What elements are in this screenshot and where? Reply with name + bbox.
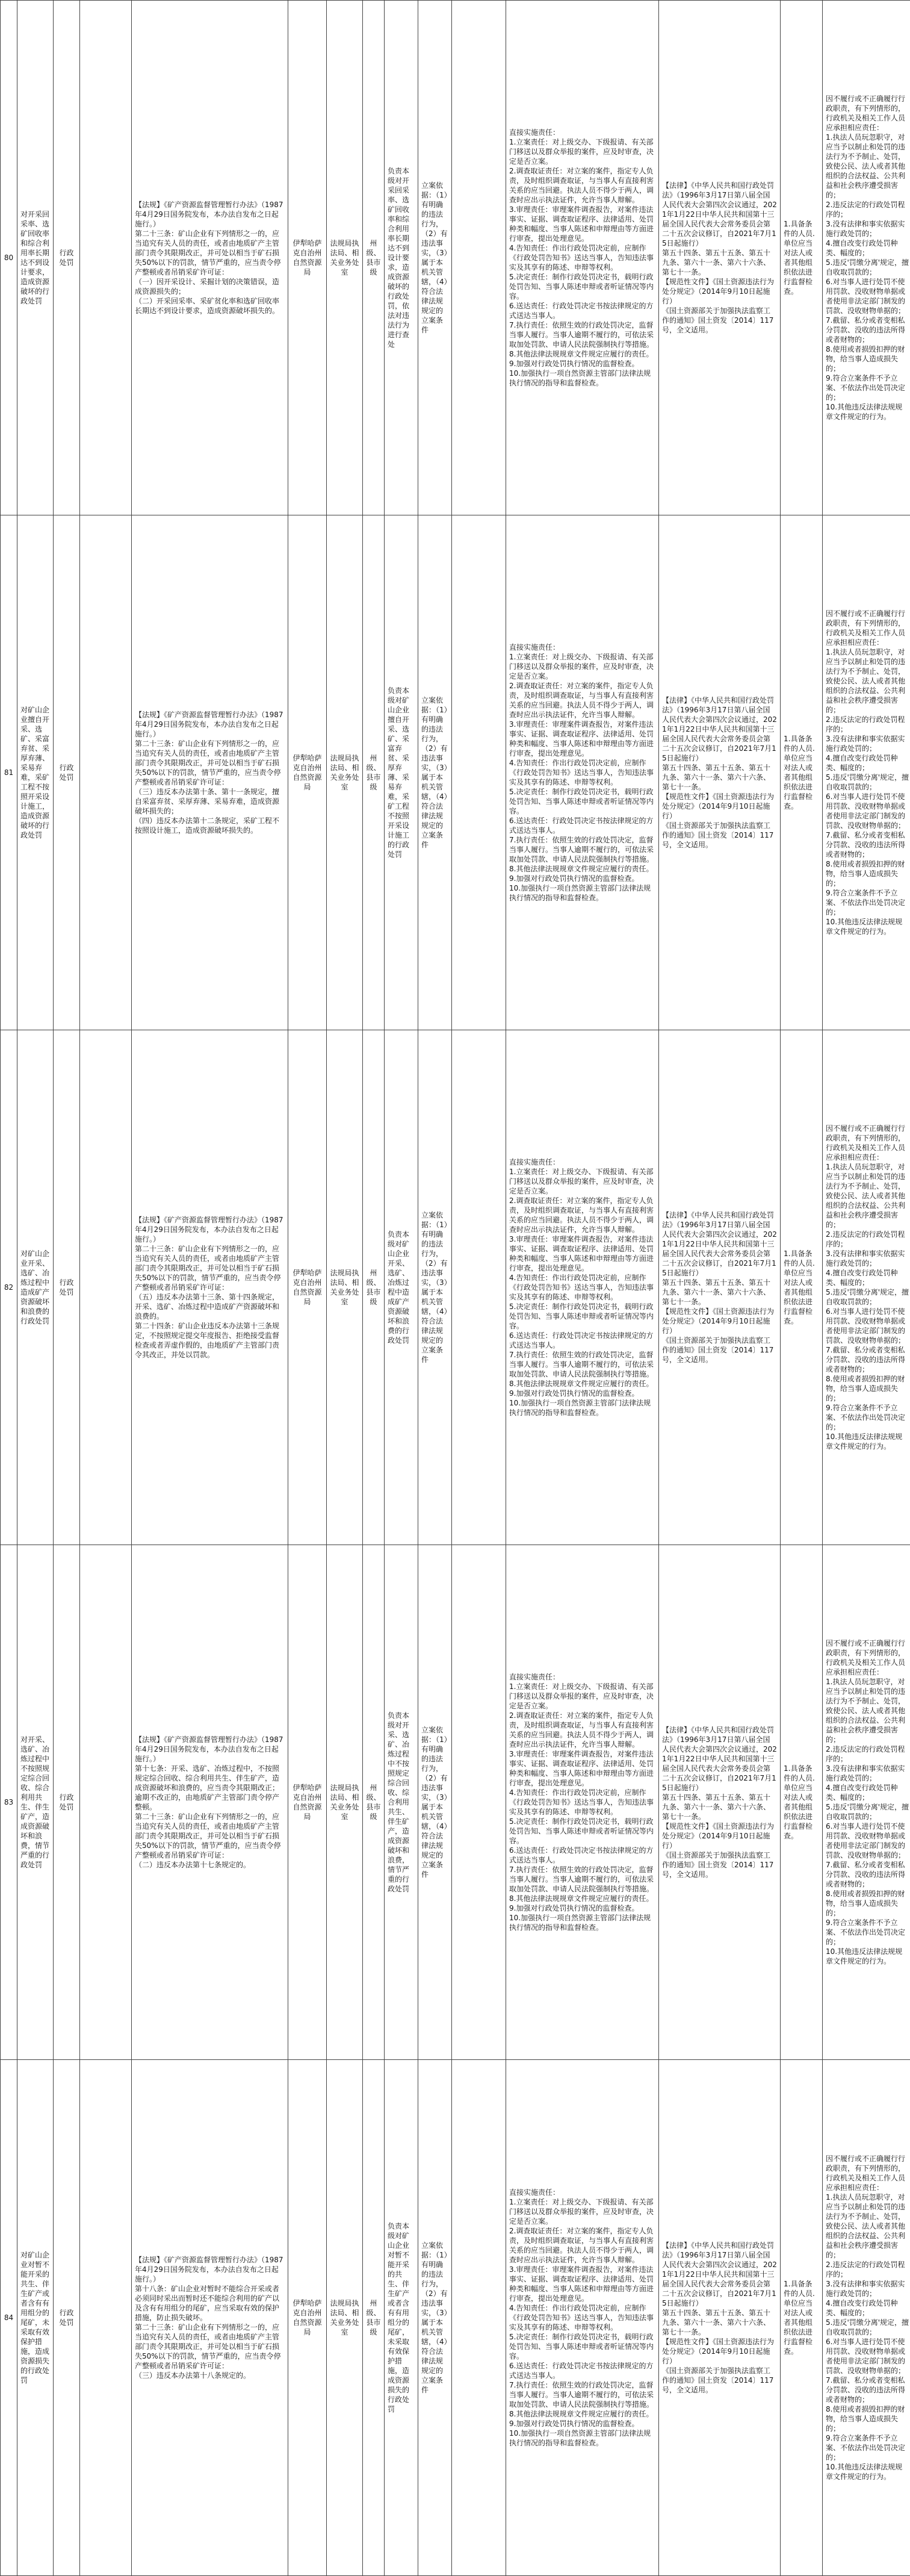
accountability-basis: 【法律】《中华人民共和国行政处罚法》（1996年3月17日第八届全国人民代表大会第四次会议通过，2021年1月22日中华人民共和国第十三届全国人民代表大会常务委员会第二十五次会议修订，自2021年7月15日起施行） 第五十四条、第五十五条、第五十九条、第六十一条、第六十六条、第七十一条。 【规范性文件】《国土资源违法行为处分规定》（2014年9月10日起施行） 《国土资源部关于加强执法监察工作的通知》国土资发〔2014〕117号，全文适用。 — [659, 2060, 781, 2576]
other-items: 1.具备条件的人员.单位应当对法人或者其他组织依法进行监督检查。 — [781, 515, 823, 1030]
spacer-cell — [452, 2060, 506, 2576]
item-name: 对矿山企业擅自开采、选矿、采富弃贫、采厚弃薄、采易弃难，采矿工程不按照开采设计施工，造成资源破坏的行政处罚 — [17, 515, 54, 1030]
duty-basis: 立案依据：（1）有明确的违法行为，（2）有违法事实，（3）属于本机关管辖，（4）符合法律法规规定的立案条件 — [418, 515, 452, 1030]
spacer-cell — [80, 1, 132, 515]
table-row — [1, 2060, 910, 2576]
item-name: 对开采回采率、选矿回收率和综合利用率长期达不到设计要求，造成资源破坏的行政处罚 — [17, 1, 54, 515]
spacer-cell — [452, 1545, 506, 2060]
duty-basis: 立案依据：（1）有明确的违法行为，（2）有违法事实，（3）属于本机关管辖，（4）符合法律法规规定的立案条件 — [418, 1030, 452, 1545]
responsible-division: 法规局执法局、相关业务处室 — [327, 1, 363, 515]
item-name: 对矿山企业开采、选矿、冶炼过程中造成矿产资源破坏和浪费的行政处罚 — [17, 1030, 54, 1545]
responsible-division: 法规局执法局、相关业务处室 — [327, 1545, 363, 2060]
other-items: 1.具备条件的人员.单位应当对法人或者其他组织依法进行监督检查。 — [781, 2060, 823, 2576]
duty-basis: 立案依据：（1）有明确的违法行为，（2）有违法事实，（3）属于本机关管辖，（4）符合法律法规规定的立案条件 — [418, 2060, 452, 2576]
duty-content: 负责本级对矿山企业对暂不能开采的共生、伴生矿产或者含有有用组分的尾矿，未采取有效保护措施，造成资源损失的行政处罚 — [385, 2060, 418, 2576]
spacer-cell — [452, 1030, 506, 1545]
row-number: 82 — [1, 1030, 17, 1545]
table-row — [1, 515, 910, 1030]
item-name: 对矿山企业对暂不能开采的共生、伴生矿产或者含有有用组分的尾矿，未采取有效保护措施，造成资源损失的行政处罚 — [17, 2060, 54, 2576]
item-type: 行政处罚 — [54, 2060, 80, 2576]
admin-level: 州级、县市级 — [363, 1, 385, 515]
row-number: 81 — [1, 515, 17, 1030]
accountability-basis: 【法律】《中华人民共和国行政处罚法》（1996年3月17日第八届全国人民代表大会第四次会议通过，2021年1月22日中华人民共和国第十三届全国人民代表大会常务委员会第二十五次会议修订，自2021年7月15日起施行） 第五十四条、第五十五条、第五十九条、第六十一条、第六十六条、第七十一条。 【规范性文件】《国土资源违法行为处分规定》（2014年9月10日起施行） 《国土资源部关于加强执法监察工作的通知》国土资发〔2014〕117号，全文适用。 — [659, 1030, 781, 1545]
row-number: 83 — [1, 1545, 17, 2060]
accountability-basis: 【法律】《中华人民共和国行政处罚法》（1996年3月17日第八届全国人民代表大会第四次会议通过，2021年1月22日中华人民共和国第十三届全国人民代表大会常务委员会第二十五次会议修订，自2021年7月15日起施行） 第五十四条、第五十五条、第五十九条、第六十一条、第六十六条、第七十一条。 【规范性文件】《国土资源违法行为处分规定》（2014年9月10日起施行） 《国土资源部关于加强执法监察工作的通知》国土资发〔2014〕117号，全文适用。 — [659, 515, 781, 1030]
accountability-situations: 因不履行或不正确履行行政职责，有下列情形的，行政机关及相关工作人员应承担相应责任： 1.执法人员玩忽职守，对应当予以制止和处罚的违法行为不予制止、处罚，致使公民、法人或者其他组织的合法权益、公共利益和社会秩序遭受损害的； 2.违反法定的行政处罚程序的； 3.没有法律和事实依据实施行政处罚的； 4.擅自改变行政处罚种类、幅度的； 5.违反'罚缴分离'规定，擅自收取罚款的； 6.对当事人进行处罚不使用罚款、没收财物单据或者使用非法定部门制发的罚款、没收财物单据的； 7.截留、私分或者变相私分罚款、没收的违法所得或者财物的； 8.使用或者损毁扣押的财物，给当事人造成损失的； 9.符合立案条件不予立案、不依法作出处罚决定的； 10.其他违反法律法规规章文件规定的行为。 — [823, 1030, 910, 1545]
duty-process: 直接实施责任： 1.立案责任：对上级交办、下级报请、有关部门移送以及群众举报的案件，应及时审查，决定是否立案。 2.调查取证责任：对立案的案件，指定专人负责，及时组织调查取证，与当事人有直接利害关系的应当回避。执法人员不得少于两人，调查时应出示执法证件，允许当事人辩解。 3.审理责任：审理案件调查报告，对案件违法事实、证据、调查取证程序、法律适用、处罚种类和幅度、当事人陈述和申辩理由等方面进行审查，提出处理意见。 4.告知责任：作出行政处罚决定前，应制作《行政处罚告知书》送达当事人，告知违法事实及其享有的陈述、申辩等权利。 5.决定责任：制作行政处罚决定书，载明行政处罚告知、当事人陈述申辩或者听证情况等内容。 6.送达责任：行政处罚决定书按法律规定的方式送达当事人。 7.执行责任：依照生效的行政处罚决定，监督当事人履行。当事人逾期不履行的，可依法采取加处罚款、申请人民法院强制执行等措施。 8.其他法律法规规章文件规定应履行的责任。 9.加强对行政处罚执行情况的监督检查。 10.加强执行一项自然资源主管部门法律法规执行情况的指导和监督检查。 — [506, 515, 659, 1030]
responsible-division: 法规局执法局、相关业务处室 — [327, 2060, 363, 2576]
legal-basis: 【法规】《矿产资源监督管理暂行办法》（1987年4月29日国务院发布，本办法自发布之日起施行。） 第二十三条：矿山企业有下列情形之一的，应当追究有关人员的责任，或者由地质矿产主管部门责令其限期改正，并可处以相当于矿石损失50%以下的罚款，情节严重的，应当责令停产整顿或者吊销采矿许可证： （五）违反本办法第十三条、第十四条规定，开采、选矿、冶炼过程中造成矿产资源破坏和浪费的。 第二十四条：矿山企业违反本办法第十三条规定，不按照规定提交年度报告、拒绝接受监督检查或者弄虚作假的，由地质矿产主管部门责令其改正，并处以罚款。 — [132, 1030, 288, 1545]
other-items: 1.具备条件的人员.单位应当对法人或者其他组织依法进行监督检查。 — [781, 1030, 823, 1545]
legal-basis: 【法规】《矿产资源监督管理暂行办法》（1987年4月29日国务院发布，本办法自发布之日起施行。） 第二十三条：矿山企业有下列情形之一的，应当追究有关人员的责任，或者由地质矿产主管部门责令其限期改正，并可处以相当于矿石损失50%以下的罚款，情节严重的，应当责令停产整顿或者吊销采矿许可证： （三）违反本办法第十条、第十一条规定，擅自采富弃贫、采厚弃薄、采易弃难，造成资源破坏损失的； （四）违反本办法第十二条规定，采矿工程不按照设计施工，造成资源破坏损失的。 — [132, 515, 288, 1030]
legal-basis: 【法规】《矿产资源监督管理暂行办法》（1987年4月29日国务院发布，本办法自发布之日起施行。） 第十七条：开采、选矿、冶炼过程中，不按照规定综合回收、综合利用共生、伴生矿产，造成资源破坏和浪费的，应当责令其限期改正；逾期不改正的，由地质矿产主管部门责令停产整顿。 第二十三条：矿山企业有下列情形之一的，应当追究有关人员的责任，或者由地质矿产主管部门责令其限期改正，并可处以相当于矿石损失50%以下的罚款，情节严重的，应当责令停产整顿或者吊销采矿许可证： （二）违反本办法第十七条规定的。 — [132, 1545, 288, 2060]
responsible-division: 法规局执法局、相关业务处室 — [327, 1030, 363, 1545]
duty-basis: 立案依据：（1）有明确的违法行为，（2）有违法事实，（3）属于本机关管辖，（4）符合法律法规规定的立案条件 — [418, 1, 452, 515]
accountability-situations: 因不履行或不正确履行行政职责，有下列情形的，行政机关及相关工作人员应承担相应责任： 1.执法人员玩忽职守，对应当予以制止和处罚的违法行为不予制止、处罚，致使公民、法人或者其他组织的合法权益、公共利益和社会秩序遭受损害的； 2.违反法定的行政处罚程序的； 3.没有法律和事实依据实施行政处罚的； 4.擅自改变行政处罚种类、幅度的； 5.违反'罚缴分离'规定，擅自收取罚款的； 6.对当事人进行处罚不使用罚款、没收财物单据或者使用非法定部门制发的罚款、没收财物单据的； 7.截留、私分或者变相私分罚款、没收的违法所得或者财物的； 8.使用或者损毁扣押的财物，给当事人造成损失的； 9.符合立案条件不予立案、不依法作出处罚决定的； 10.其他违反法律法规规章文件规定的行为。 — [823, 515, 910, 1030]
row-number: 84 — [1, 2060, 17, 2576]
table-row — [1, 1545, 910, 2060]
accountability-situations: 因不履行或不正确履行行政职责，有下列情形的，行政机关及相关工作人员应承担相应责任： 1.执法人员玩忽职守，对应当予以制止和处罚的违法行为不予制止、处罚，致使公民、法人或者其他组织的合法权益、公共利益和社会秩序遭受损害的； 2.违反法定的行政处罚程序的； 3.没有法律和事实依据实施行政处罚的； 4.擅自改变行政处罚种类、幅度的； 5.违反'罚缴分离'规定，擅自收取罚款的； 6.对当事人进行处罚不使用罚款、没收财物单据或者使用非法定部门制发的罚款、没收财物单据的； 7.截留、私分或者变相私分罚款、没收的违法所得或者财物的； 8.使用或者损毁扣押的财物，给当事人造成损失的； 9.符合立案条件不予立案、不依法作出处罚决定的； 10.其他违反法律法规规章文件规定的行为。 — [823, 1545, 910, 2060]
item-type: 行政处罚 — [54, 515, 80, 1030]
row-number: 80 — [1, 1, 17, 515]
accountability-situations: 因不履行或不正确履行行政职责，有下列情形的，行政机关及相关工作人员应承担相应责任： 1.执法人员玩忽职守，对应当予以制止和处罚的违法行为不予制止、处罚，致使公民、法人或者其他组织的合法权益、公共利益和社会秩序遭受损害的； 2.违反法定的行政处罚程序的； 3.没有法律和事实依据实施行政处罚的； 4.擅自改变行政处罚种类、幅度的； 5.违反'罚缴分离'规定，擅自收取罚款的； 6.对当事人进行处罚不使用罚款、没收财物单据或者使用非法定部门制发的罚款、没收财物单据的； 7.截留、私分或者变相私分罚款、没收的违法所得或者财物的； 8.使用或者损毁扣押的财物，给当事人造成损失的； 9.符合立案条件不予立案、不依法作出处罚决定的； 10.其他违反法律法规规章文件规定的行为。 — [823, 2060, 910, 2576]
duty-process: 直接实施责任： 1.立案责任：对上级交办、下级报请、有关部门移送以及群众举报的案件，应及时审查，决定是否立案。 2.调查取证责任：对立案的案件，指定专人负责，及时组织调查取证，与当事人有直接利害关系的应当回避。执法人员不得少于两人，调查时应出示执法证件，允许当事人辩解。 3.审理责任：审理案件调查报告，对案件违法事实、证据、调查取证程序、法律适用、处罚种类和幅度、当事人陈述和申辩理由等方面进行审查，提出处理意见。 4.告知责任：作出行政处罚决定前，应制作《行政处罚告知书》送达当事人，告知违法事实及其享有的陈述、申辩等权利。 5.决定责任：制作行政处罚决定书，载明行政处罚告知、当事人陈述申辩或者听证情况等内容。 6.送达责任：行政处罚决定书按法律规定的方式送达当事人。 7.执行责任：依照生效的行政处罚决定，监督当事人履行。当事人逾期不履行的，可依法采取加处罚款、申请人民法院强制执行等措施。 8.其他法律法规规章文件规定应履行的责任。 9.加强对行政处罚执行情况的监督检查。 10.加强执行一项自然资源主管部门法律法规执行情况的指导和监督检查。 — [506, 1545, 659, 2060]
legal-basis: 【法规】《矿产资源监督管理暂行办法》（1987年4月29日国务院发布，本办法自发布之日起施行。） 第十八条：矿山企业对暂时不能综合开采或者必须同时采出而暂时还不能综合利用的矿产以及含有有用组分的尾矿，应当采取有效的保护措施，防止损失破坏。 第二十三条：矿山企业有下列情形之一的，应当追究有关人员的责任，或者由地质矿产主管部门责令其限期改正，并可处以相当于矿石损失50%以下的罚款，情节严重的，应当责令停产整顿或者吊销采矿许可证： （三）违反本办法第十八条规定的。 — [132, 2060, 288, 2576]
implementing-subject: 伊犁哈萨克自治州自然资源局 — [288, 515, 327, 1030]
responsible-division: 法规局执法局、相关业务处室 — [327, 515, 363, 1030]
implementing-subject: 伊犁哈萨克自治州自然资源局 — [288, 1545, 327, 2060]
duty-process: 直接实施责任： 1.立案责任：对上级交办、下级报请、有关部门移送以及群众举报的案件，应及时审查，决定是否立案。 2.调查取证责任：对立案的案件，指定专人负责，及时组织调查取证，与当事人有直接利害关系的应当回避。执法人员不得少于两人，调查时应出示执法证件，允许当事人辩解。 3.审理责任：审理案件调查报告，对案件违法事实、证据、调查取证程序、法律适用、处罚种类和幅度、当事人陈述和申辩理由等方面进行审查，提出处理意见。 4.告知责任：作出行政处罚决定前，应制作《行政处罚告知书》送达当事人，告知违法事实及其享有的陈述、申辩等权利。 5.决定责任：制作行政处罚决定书，载明行政处罚告知、当事人陈述申辩或者听证情况等内容。 6.送达责任：行政处罚决定书按法律规定的方式送达当事人。 7.执行责任：依照生效的行政处罚决定，监督当事人履行。当事人逾期不履行的，可依法采取加处罚款、申请人民法院强制执行等措施。 8.其他法律法规规章文件规定应履行的责任。 9.加强对行政处罚执行情况的监督检查。 10.加强执行一项自然资源主管部门法律法规执行情况的指导和监督检查。 — [506, 1, 659, 515]
duty-content: 负责本级对矿山企业开采、选矿、冶炼过程中造成矿产资源破坏和浪费的行政处罚 — [385, 1030, 418, 1545]
accountability-basis: 【法律】《中华人民共和国行政处罚法》（1996年3月17日第八届全国人民代表大会第四次会议通过，2021年1月22日中华人民共和国第十三届全国人民代表大会常务委员会第二十五次会议修订，自2021年7月15日起施行） 第五十四条、第五十五条、第五十九条、第六十一条、第六十六条、第七十一条。 【规范性文件】《国土资源违法行为处分规定》（2014年9月10日起施行） 《国土资源部关于加强执法监察工作的通知》国土资发〔2014〕117号，全文适用。 — [659, 1545, 781, 2060]
duty-content: 负责本级对开采回采率、选矿回收率和综合利用率长期达不到设计要求，造成资源破坏的行政处罚，依法对违法行为进行查处 — [385, 1, 418, 515]
admin-level: 州级、县市级 — [363, 515, 385, 1030]
duty-content: 负责本级对开采、选矿、冶炼过程中不按照规定综合回收、综合利用共生、伴生矿产，造成资源破坏和浪费，情节严重的行政处罚 — [385, 1545, 418, 2060]
admin-level: 州级、县市级 — [363, 1030, 385, 1545]
duty-process: 直接实施责任： 1.立案责任：对上级交办、下级报请、有关部门移送以及群众举报的案件，应及时审查，决定是否立案。 2.调查取证责任：对立案的案件，指定专人负责，及时组织调查取证，与当事人有直接利害关系的应当回避。执法人员不得少于两人，调查时应出示执法证件，允许当事人辩解。 3.审理责任：审理案件调查报告，对案件违法事实、证据、调查取证程序、法律适用、处罚种类和幅度、当事人陈述和申辩理由等方面进行审查，提出处理意见。 4.告知责任：作出行政处罚决定前，应制作《行政处罚告知书》送达当事人，告知违法事实及其享有的陈述、申辩等权利。 5.决定责任：制作行政处罚决定书，载明行政处罚告知、当事人陈述申辩或者听证情况等内容。 6.送达责任：行政处罚决定书按法律规定的方式送达当事人。 7.执行责任：依照生效的行政处罚决定，监督当事人履行。当事人逾期不履行的，可依法采取加处罚款、申请人民法院强制执行等措施。 8.其他法律法规规章文件规定应履行的责任。 9.加强对行政处罚执行情况的监督检查。 10.加强执行一项自然资源主管部门法律法规执行情况的指导和监督检查。 — [506, 1030, 659, 1545]
table-row — [1, 1030, 910, 1545]
implementing-subject: 伊犁哈萨克自治州自然资源局 — [288, 1, 327, 515]
spacer-cell — [80, 1545, 132, 2060]
admin-level: 州级、县市级 — [363, 1545, 385, 2060]
accountability-basis: 【法律】《中华人民共和国行政处罚法》（1996年3月17日第八届全国人民代表大会第四次会议通过，2021年1月22日中华人民共和国第十三届全国人民代表大会常务委员会第二十五次会议修订，自2021年7月15日起施行） 第五十四条、第五十五条、第五十九条、第六十一条、第六十六条、第七十一条。 【规范性文件】《国土资源违法行为处分规定》（2014年9月10日起施行） 《国土资源部关于加强执法监察工作的通知》国土资发〔2014〕117号，全文适用。 — [659, 1, 781, 515]
accountability-situations: 因不履行或不正确履行行政职责，有下列情形的，行政机关及相关工作人员应承担相应责任： 1.执法人员玩忽职守，对应当予以制止和处罚的违法行为不予制止、处罚，致使公民、法人或者其他组织的合法权益、公共利益和社会秩序遭受损害的； 2.违反法定的行政处罚程序的； 3.没有法律和事实依据实施行政处罚的； 4.擅自改变行政处罚种类、幅度的； 5.违反'罚缴分离'规定，擅自收取罚款的； 6.对当事人进行处罚不使用罚款、没收财物单据或者使用非法定部门制发的罚款、没收财物单据的； 7.截留、私分或者变相私分罚款、没收的违法所得或者财物的； 8.使用或者损毁扣押的财物，给当事人造成损失的； 9.符合立案条件不予立案、不依法作出处罚决定的； 10.其他违反法律法规规章文件规定的行为。 — [823, 1, 910, 515]
item-type: 行政处罚 — [54, 1030, 80, 1545]
implementing-subject: 伊犁哈萨克自治州自然资源局 — [288, 2060, 327, 2576]
spacer-cell — [452, 1, 506, 515]
table-row — [1, 1, 910, 515]
item-type: 行政处罚 — [54, 1, 80, 515]
item-name: 对开采、选矿、冶炼过程中不按照规定综合回收、综合利用共生、伴生矿产，造成资源破坏和浪费，情节严重的行政处罚 — [17, 1545, 54, 2060]
duty-process: 直接实施责任： 1.立案责任：对上级交办、下级报请、有关部门移送以及群众举报的案件，应及时审查，决定是否立案。 2.调查取证责任：对立案的案件，指定专人负责，及时组织调查取证，与当事人有直接利害关系的应当回避。执法人员不得少于两人，调查时应出示执法证件，允许当事人辩解。 3.审理责任：审理案件调查报告，对案件违法事实、证据、调查取证程序、法律适用、处罚种类和幅度、当事人陈述和申辩理由等方面进行审查，提出处理意见。 4.告知责任：作出行政处罚决定前，应制作《行政处罚告知书》送达当事人，告知违法事实及其享有的陈述、申辩等权利。 5.决定责任：制作行政处罚决定书，载明行政处罚告知、当事人陈述申辩或者听证情况等内容。 6.送达责任：行政处罚决定书按法律规定的方式送达当事人。 7.执行责任：依照生效的行政处罚决定，监督当事人履行。当事人逾期不履行的，可依法采取加处罚款、申请人民法院强制执行等措施。 8.其他法律法规规章文件规定应履行的责任。 9.加强对行政处罚执行情况的监督检查。 10.加强执行一项自然资源主管部门法律法规执行情况的指导和监督检查。 — [506, 2060, 659, 2576]
spacer-cell — [80, 1030, 132, 1545]
other-items: 1.具备条件的人员.单位应当对法人或者其他组织依法进行监督检查。 — [781, 1, 823, 515]
admin-level: 州级、县市级 — [363, 2060, 385, 2576]
other-items: 1.具备条件的人员.单位应当对法人或者其他组织依法进行监督检查。 — [781, 1545, 823, 2060]
implementing-subject: 伊犁哈萨克自治州自然资源局 — [288, 1030, 327, 1545]
duty-basis: 立案依据：（1）有明确的违法行为，（2）有违法事实，（3）属于本机关管辖，（4）符合法律法规规定的立案条件 — [418, 1545, 452, 2060]
spacer-cell — [80, 515, 132, 1030]
legal-basis: 【法规】《矿产资源监督管理暂行办法》（1987年4月29日国务院发布，本办法自发布之日起施行。） 第二十三条：矿山企业有下列情形之一的，应当追究有关人员的责任，或者由地质矿产主管部门责令其限期改正，并可处以相当于矿石损失50%以下的罚款，情节严重的，应当责令停产整顿或者吊销采矿许可证： （一）因开采设计、采掘计划的决策错误，造成资源损失的； （二）开采回采率、采矿贫化率和选矿回收率长期达不到设计要求，造成资源破坏损失的。 — [132, 1, 288, 515]
item-type: 行政处罚 — [54, 1545, 80, 2060]
spacer-cell — [80, 2060, 132, 2576]
spacer-cell — [452, 515, 506, 1030]
duty-content: 负责本级对矿山企业擅自开采、选矿、采富弃贫、采厚弃薄、采易弃难，采矿工程不按照开采设计施工的行政处罚 — [385, 515, 418, 1030]
